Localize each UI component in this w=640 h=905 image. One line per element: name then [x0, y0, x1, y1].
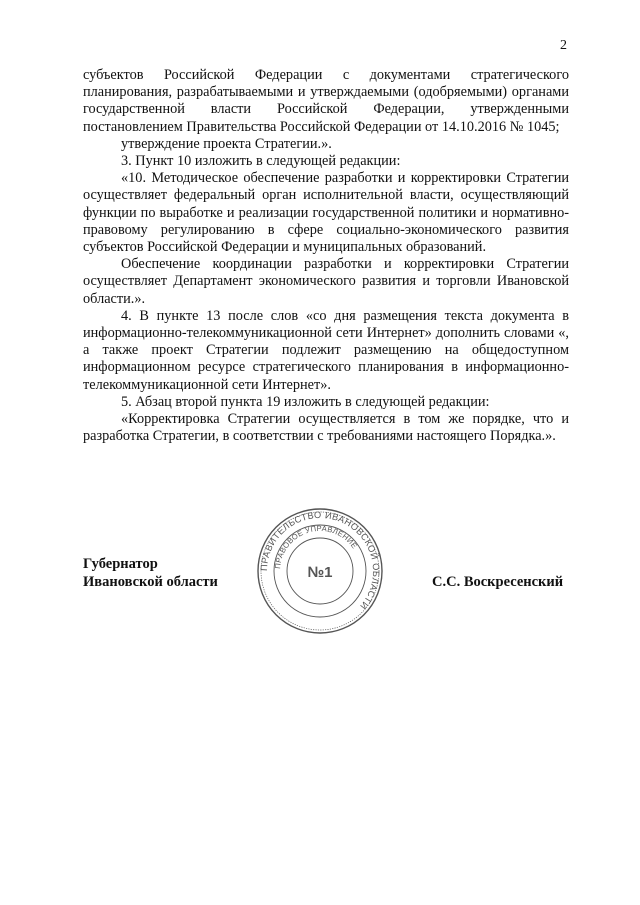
signatory-title-line: Ивановской области	[83, 574, 218, 590]
seal-center-text: №1	[307, 564, 333, 581]
signatory-title	[83, 555, 218, 591]
seal-inner-text: ПРАВОВОЕ УПРАВЛЕНИЕ	[272, 523, 360, 570]
paragraph: утверждение проекта Стратегии.».	[121, 135, 332, 152]
paragraph: «10. Методическое обеспечение разработки и корректировки Стратегии осуществляет федеральный орган исполнительной власти, осуществляющий функции по выработке и реализации государственной политики и нормативно-правовому регулированию в сфере социально-экономического развития субъектов Российской Федерации и муниципальных образований.	[83, 170, 569, 256]
paragraph: 3. Пункт 10 изложить в следующей редакции:	[121, 153, 401, 170]
seal-outer-text: ПРАВИТЕЛЬСТВО ИВАНОВСКОЙ ОБЛАСТИ	[258, 509, 382, 612]
signatory-name: С.С. Воскресенский	[432, 574, 564, 590]
page-number: 2	[560, 38, 567, 53]
official-seal	[256, 507, 384, 635]
paragraph: «Корректировка Стратегии осуществляется в том же порядке, что и разработка Стратегии, в соответствии с требованиями настоящего Порядка.».	[83, 411, 569, 445]
signatory-title-line: Губернатор	[83, 556, 158, 572]
paragraph: 4. В пункте 13 после слов «со дня размещения текста документа в информационно-телекоммуникационной сети Интернет» дополнить словами «, а также проект Стратегии подлежит размещению на общедоступном информационном ресурсе стратегического планирования в информационно-телекоммуникационной сети Интернет».	[83, 307, 569, 393]
document-body	[83, 67, 569, 445]
paragraph: 5. Абзац второй пункта 19 изложить в следующей редакции:	[121, 393, 490, 410]
paragraph: субъектов Российской Федерации с документами стратегического планирования, разрабатываемыми и утверждаемыми (одобряемыми) органами государственной власти Российской Федерации, утвержденными постановлением Правительства Российской Федерации от 14.10.2016 № 1045;	[83, 67, 569, 135]
paragraph: Обеспечение координации разработки и корректировки Стратегии осуществляет Департамент экономического развития и торговли Ивановской области.».	[83, 256, 569, 307]
